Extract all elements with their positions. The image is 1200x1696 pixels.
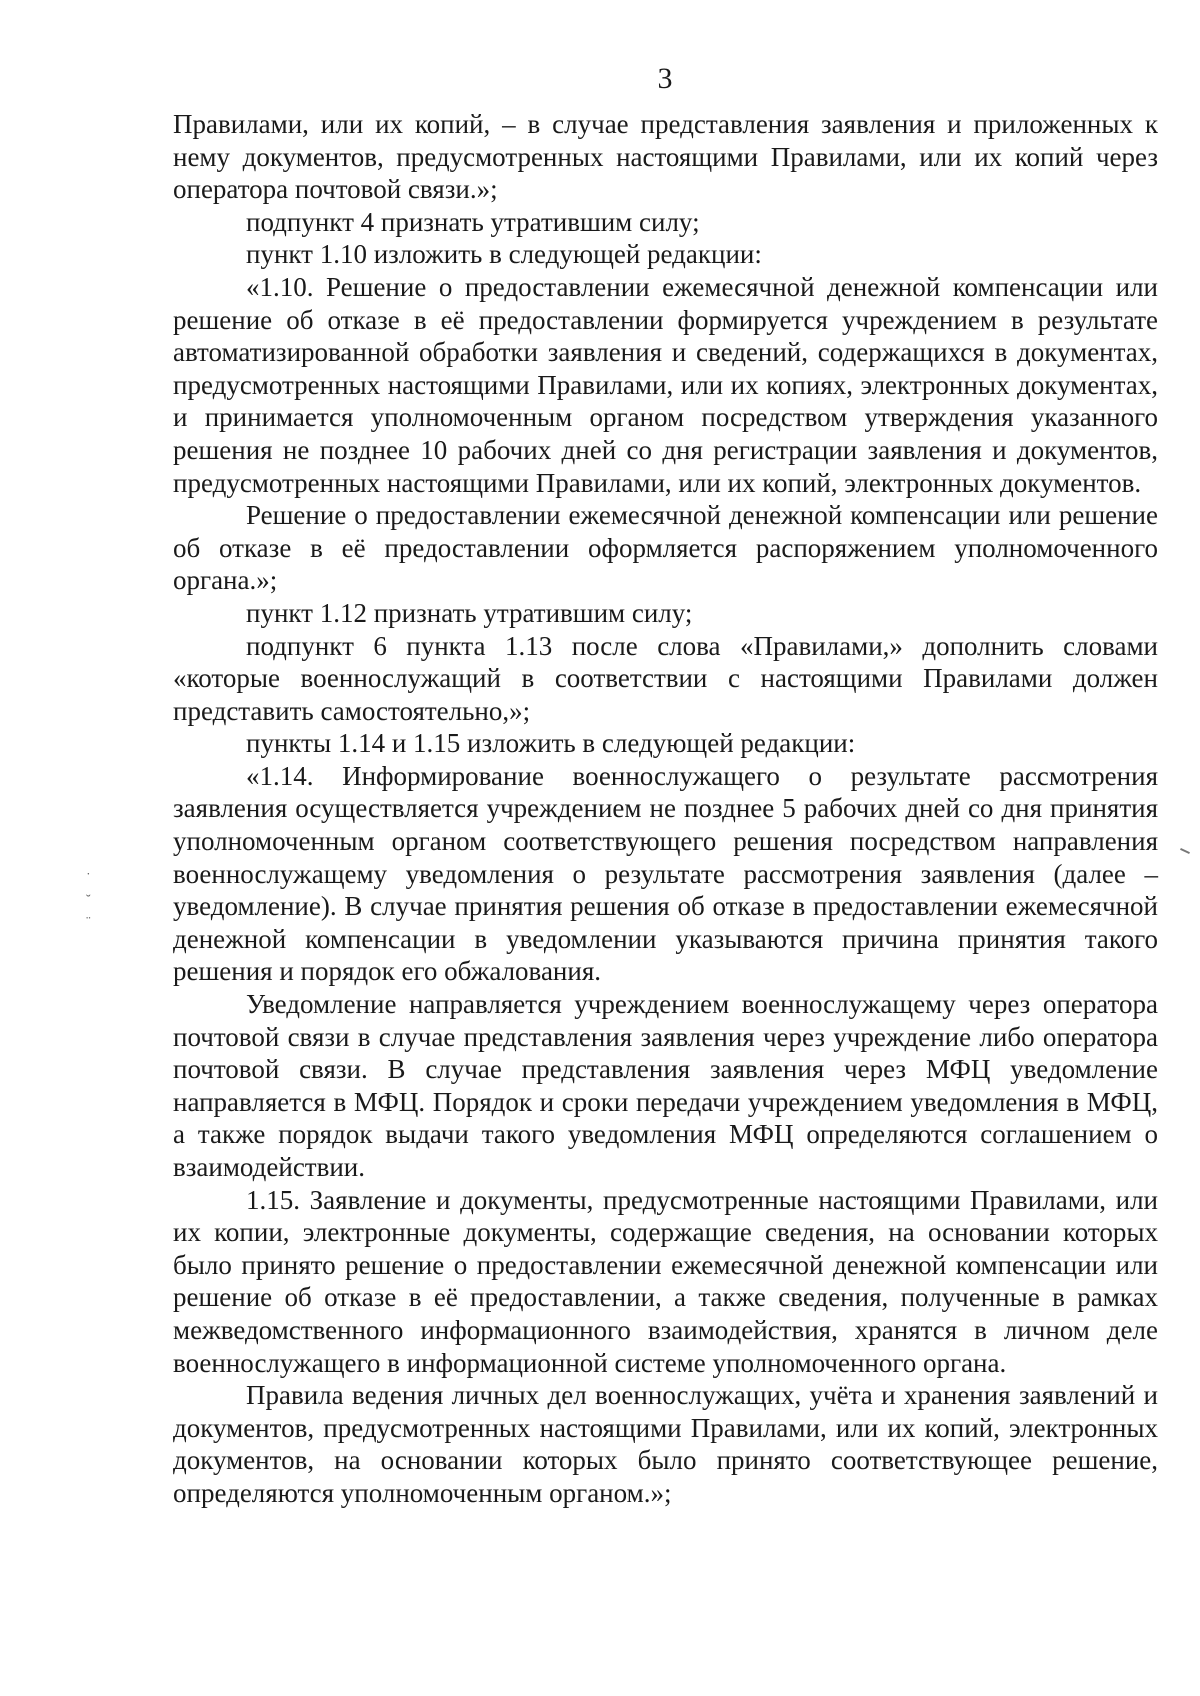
paragraph-3: пункт 1.10 изложить в следующей редакции: — [246, 239, 762, 270]
paragraph-10: Уведомление направляется учреждением военнослужащему через оператора почтовой связи в случае представления заявления через учреждение либо оператора почтовой связи. В случае представления заявления через МФЦ уведомление направляется в МФЦ. Порядок и сроки передачи учреждением уведомления в МФЦ, а также порядок выдачи такого уведомления МФЦ определяются соглашением о взаимодействии. — [173, 989, 1158, 1182]
scan-mark: ˘ — [86, 893, 91, 908]
scan-speck — [1180, 848, 1190, 854]
paragraph-1: Правилами, или их копий, – в случае представления заявления и приложенных к нему документов, предусмотренных настоящими Правилами, или их копий через оператора почтовой связи.»; — [173, 109, 1158, 205]
scan-mark: ¨ — [86, 915, 91, 930]
paragraph-9: «1.14. Информирование военнослужащего о результате рассмотрения заявления осуществляется учреждением не позднее 5 рабочих дней со дня принятия уполномоченным органом соответствующего решения посредством направления военнослужащему уведомления о результате рассмотрения заявления (далее – уведомление). В случае принятия решения об отказе в предоставлении ежемесячной денежной компенсации в уведомлении указываются причина принятия такого решения и порядок его обжалования. — [173, 760, 1158, 987]
paragraph-12: Правила ведения личных дел военнослужащих, учёта и хранения заявлений и документов, предусмотренных настоящими Правилами, или их копий, электронных документов, на основании которых было принято соответствующее решение, определяются уполномоченным органом.»; — [173, 1380, 1158, 1508]
paragraph-7: подпункт 6 пункта 1.13 после слова «Правилами,» дополнить словами «которые военнослужащий в соответствии с настоящими Правилами должен представить самостоятельно,»; — [173, 630, 1158, 726]
document-body — [173, 108, 1158, 1510]
paragraph-11: 1.15. Заявление и документы, предусмотренные настоящими Правилами, или их копии, электронные документы, содержащие сведения, на основании которых было принято решение о предоставлении ежемесячной денежной компенсации или решение об отказе в её предоставлении, а также сведения, полученные в рамках межведомственного информационного взаимодействия, хранятся в личном деле военнослужащего в информационной системе уполномоченного органа. — [173, 1184, 1158, 1378]
paragraph-2: подпункт 4 признать утратившим силу; — [246, 206, 700, 237]
paragraph-6: пункт 1.12 признать утратившим силу; — [246, 597, 693, 628]
paragraph-8: пункты 1.14 и 1.15 изложить в следующей редакции: — [246, 728, 856, 759]
scan-margin-marks — [86, 868, 100, 934]
scan-mark: ˙ — [86, 871, 91, 886]
page-number: 3 — [657, 62, 673, 95]
paragraph-5: Решение о предоставлении ежемесячной денежной компенсации или решение об отказе в её предоставлении оформляется распоряжением уполномоченного органа.»; — [173, 500, 1158, 596]
paragraph-4: «1.10. Решение о предоставлении ежемесячной денежной компенсации или решение об отказе в её предоставлении формируется учреждением в результате автоматизированной обработки заявления и сведений, содержащихся в документах, предусмотренных настоящими Правилами, или их копиях, электронных документах, и принимается уполномоченным органом посредством утверждения указанного решения не позднее 10 рабочих дней со дня регистрации заявления и документов, предусмотренных настоящими Правилами, или их копий, электронных документов. — [173, 271, 1158, 498]
